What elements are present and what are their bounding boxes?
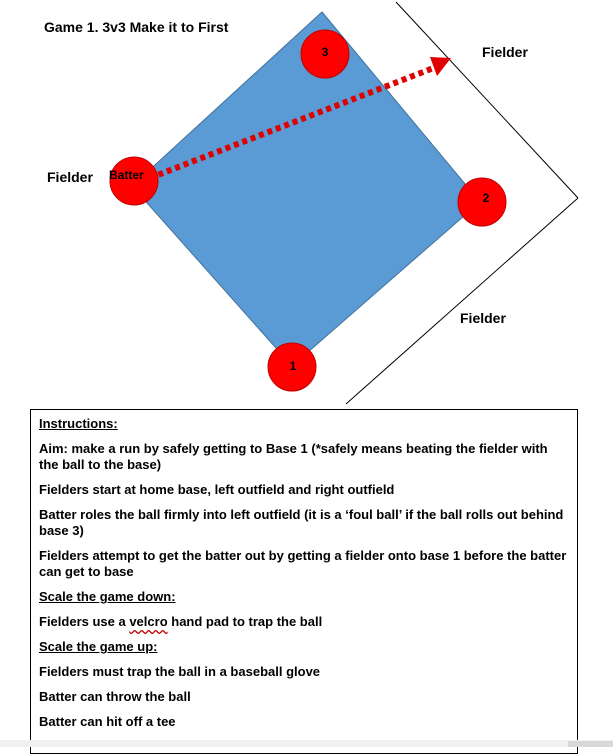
instruction-aim: Aim: make a run by safely getting to Base 1 (*safely means beating the fielder with the ball to the base) (39, 441, 548, 472)
arrow-head (430, 57, 451, 76)
base-1-label: 1 (289, 359, 297, 373)
scale-down-item (39, 614, 569, 630)
fielder-label-top: Fielder (482, 44, 528, 60)
scrollbar-thumb[interactable] (568, 741, 613, 747)
scale-up-item-1: Fielders must trap the ball in a baseball glove (39, 664, 321, 679)
instruction-fielders-start: Fielders start at home base, left outfield and right outfield (39, 482, 395, 497)
bottom-scroll-area (0, 740, 613, 747)
scale-down-heading: Scale the game down: (39, 589, 176, 604)
instruction-batter-roles: Batter roles the ball firmly into left outfield (it is a ‘foul ball’ if the ball rolls out behind base 3) (39, 507, 564, 538)
scale-up-item-2: Batter can throw the ball (39, 689, 191, 704)
fielder-label-bottom: Fielder (460, 310, 506, 326)
scale-up-heading: Scale the game up: (39, 639, 158, 654)
base-2-label: 2 (482, 191, 490, 205)
page-title: Game 1. 3v3 Make it to First (44, 19, 229, 35)
instruction-fielders-attempt: Fielders attempt to get the batter out by getting a fielder onto base 1 before the batter can get to base (39, 548, 567, 579)
instructions-heading: Instructions: (39, 416, 118, 431)
base-3-label: 3 (321, 45, 329, 59)
instructions-box (30, 409, 578, 754)
fielder-label-left: Fielder (47, 169, 93, 185)
scale-up-item-3: Batter can hit off a tee (39, 714, 176, 729)
scale-down-text-post: hand pad to trap the ball (167, 614, 323, 629)
spellcheck-word: velcro (129, 614, 168, 629)
scale-down-text-pre: Fielders use a (39, 614, 130, 629)
batter-label: Batter (109, 168, 144, 182)
